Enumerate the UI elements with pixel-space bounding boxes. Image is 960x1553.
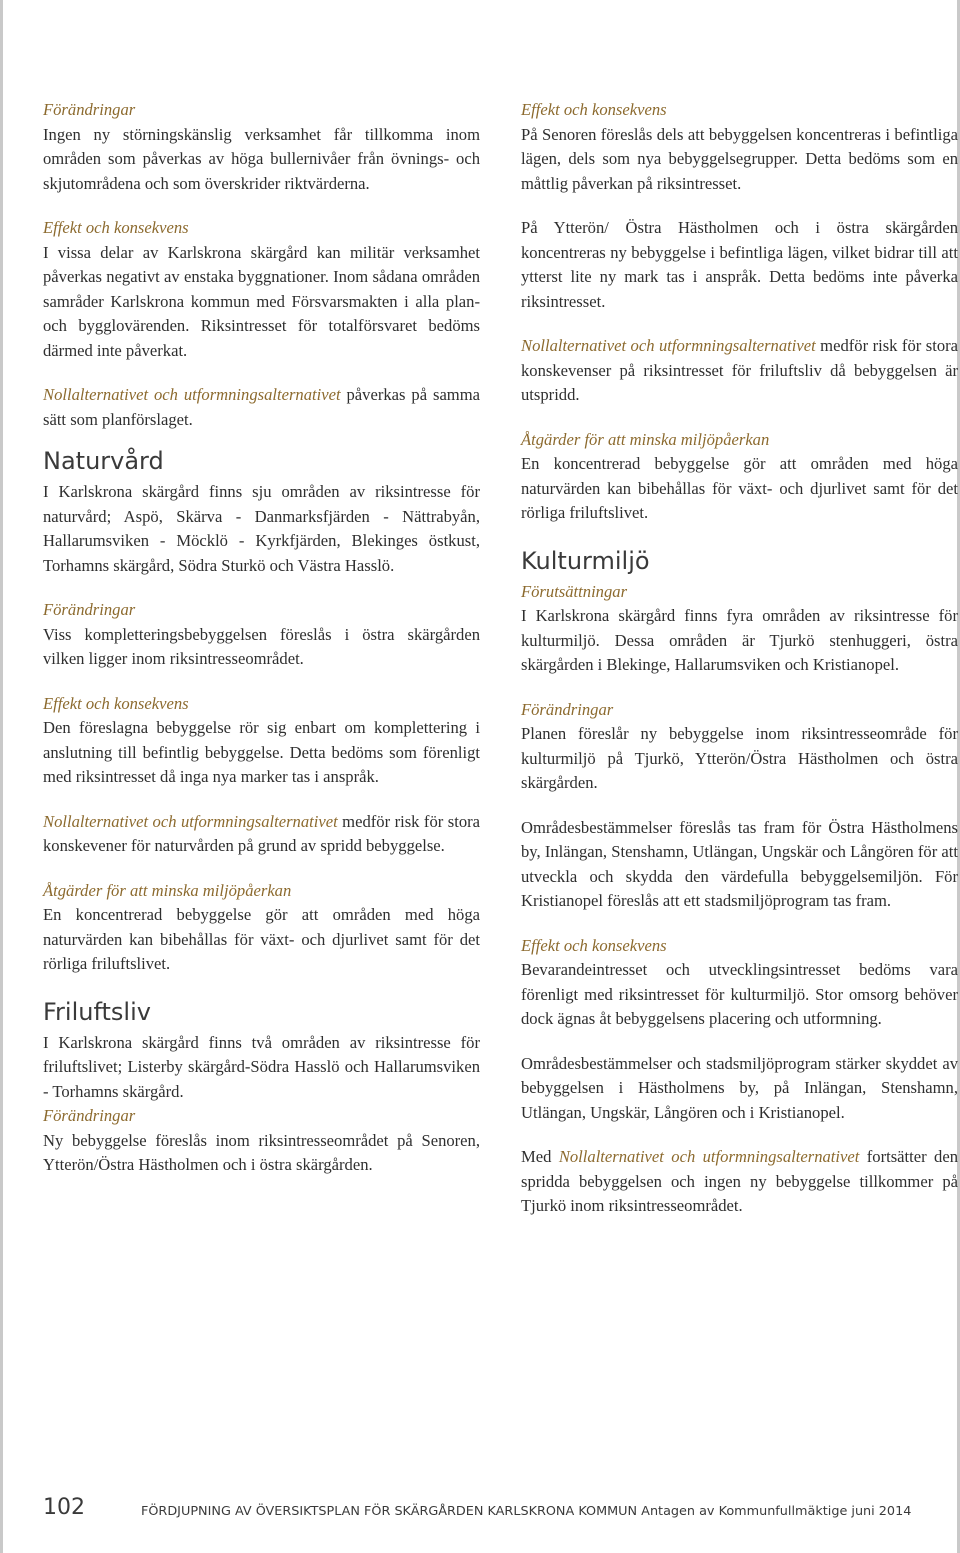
paragraph [521, 334, 958, 408]
paragraph: Områdesbestämmelser och stadsmiljöprogram stärker skyddet av bebyggelsen i Hästholmens by, på Inlängan, Stenshamn, Utlängan, Ungskär, Långören och i Kristianopel. [521, 1053, 958, 1122]
section-omradesbestammelser [521, 816, 958, 914]
subheading-atgarder: Åtgärder för att minska miljöpåerkan [43, 880, 292, 900]
subheading-effekt: Effekt och konsekvens [521, 100, 667, 119]
paragraph: På Senoren föreslås dels att bebyggelsen koncentreras i befintliga lägen, dels som nya bebyggelsegrupper. Detta bedöms som en måttlig påverkan på riksintresset. [521, 124, 958, 193]
paragraph: På Ytterön/ Östra Hästholmen och i östra skärgården koncentreras ny bebyggelse i befintliga lägen, vilket bidrar till att ytterst lite ny mark tas i anspråk. Detta bedöms inte påverka riksintresset. [521, 218, 958, 311]
subheading-forutsattningar: Förutsättningar [521, 581, 628, 601]
paragraph [43, 810, 480, 859]
section-atgarder-naturvard [43, 879, 480, 977]
inline-italic-term: Nollalternativet och utformningsalternativet [521, 336, 816, 355]
subheading-effekt: Effekt och konsekvens [43, 218, 189, 237]
paragraph: I Karlskrona skärgård finns sju områden av riksintresse för naturvård; Aspö, Skärva - Danmarksfjärden - Nättrabyån, Hallarumsviken - Möcklö - Kyrkfjärden, Blekinges östkust, Torhamns skärgård, Södra Sturkö och Västra Hasslö. [43, 482, 480, 575]
section-atgarder-friluftsliv [521, 428, 958, 526]
paragraph-text: medför risk för stora konskevenser på riksintresset för friluftsliv då bebyggelsen är utspridd. [521, 336, 959, 404]
subheading-effekt: Effekt och konsekvens [43, 693, 189, 713]
inline-italic-term: Nollalternativet och utformningsalternativet [558, 1147, 860, 1166]
paragraph: Den föreslagna bebyggelse rör sig enbart om komplettering i anslutning till befintlig bebyggelse. Detta bedöms som förenligt med riksintresset då inga nya marker tas i anspråk. [43, 718, 480, 786]
paragraph: I Karlskrona skärgård finns fyra områden av riksintresse för kulturmiljö. Dessa områden är Tjurkö stenhuggeri, östra skärgården i Blekinge, Hallarumsviken och Kristianopel. [521, 606, 958, 674]
section-nollalternativ-friluftsliv [521, 334, 958, 408]
subheading-forandringar: Förändringar [43, 100, 136, 119]
paragraph: En koncentrerad bebyggelse gör att områden med höga naturvärden kan bibehållas för växt- och djurlivet samt för det rörliga friluftslivet. [521, 454, 958, 522]
section-forandringar-friluftsliv [43, 1104, 480, 1178]
paragraph-text: fortsätter den spridda bebyggelsen och ingen ny bebyggelse tillkommer på Tjurkö inom riksintresseområdet. [521, 1147, 958, 1215]
paragraph: En koncentrerad bebyggelse gör att områden med höga naturvärden kan bibehållas för växt- och djurlivet samt för det rörliga friluftslivet. [43, 905, 480, 973]
section-naturvard-intro [43, 480, 480, 578]
paragraph: Ny bebyggelse föreslås inom riksintresseområdet på Senoren, Ytterön/Östra Hästholmen och i östra skärgården. [43, 1130, 480, 1174]
paragraph-text: medför risk för stora konskevener för naturvården på grund av spridd bebyggelse. [43, 811, 481, 855]
inline-italic-term: Nollalternativet och utformningsalternativet [43, 811, 338, 831]
paragraph: Viss kompletteringsbebyggelsen föreslås i östra skärgården vilken ligger inom riksintresseområdet. [43, 624, 480, 668]
section-effekt-senoren [521, 98, 958, 196]
section-ytteron [521, 216, 958, 314]
inline-italic-term: Nollalternativet och utformningsalternativet [43, 385, 341, 404]
section-forandringar-forsvar [43, 98, 480, 196]
subheading-forandringar: Förändringar [43, 600, 136, 619]
page-number: 102 [43, 1495, 85, 1520]
section-effekt-kulturmiljo [521, 934, 958, 1032]
section-nollalternativ-forsvar [43, 383, 480, 432]
section-stadsmiljoprogram [521, 1052, 958, 1126]
paragraph: Områdesbestämmelser föreslås tas fram för Östra Hästholmens by, Inlängan, Stenshamn, Utlängan, Ungskär och Långören för att utveckla och skydda den värdefulla bebyggelsemiljön. För Kristianopel föreslås att ett stadsmiljöprogram tas fram. [521, 817, 958, 910]
footer-text: FÖRDJUPNING AV ÖVERSIKTSPLAN FÖR SKÄRGÅRDEN KARLSKRONA KOMMUN Antagen av Kommunfullmäktige juni 2014 [141, 1504, 912, 1519]
subheading-effekt: Effekt och konsekvens [521, 935, 667, 955]
section-forandringar-kulturmiljo [521, 698, 958, 796]
section-forutsattningar-kulturmiljo [521, 580, 958, 678]
section-nollalternativ-kulturmiljo [521, 1145, 958, 1219]
section-nollalternativ-naturvard [43, 810, 480, 859]
right-column [521, 98, 958, 1239]
paragraph: I Karlskrona skärgård finns två områden av riksintresse för friluftslivet; Listerby skärgård-Södra Hasslö och Hallarumsviken - Torhamns skärgård. [43, 1032, 480, 1101]
paragraph: Ingen ny störningskänslig verksamhet får tillkomma inom områden som påverkas av höga bullernivåer från övnings- och skjutområdena och som överskrider riktvärderna. [43, 124, 480, 193]
paragraph: I vissa delar av Karlskrona skärgård kan militär verksamhet påverkas negativt av enstaka byggnationer. Inom sådana områden samråder Karlskrona kommun med Försvarsmakten i alla plan- och bygglovärenden. Riksintresset för totalförsvaret bedöms därmed inte påverkat. [43, 242, 480, 360]
paragraph [521, 1145, 958, 1219]
paragraph-prefix: Med [521, 1147, 559, 1166]
heading-friluftsliv: Friluftsliv [43, 997, 151, 1026]
paragraph [43, 383, 480, 432]
paragraph-text: påverkas på samma sätt som planförslaget. [43, 385, 480, 429]
heading-naturvard: Naturvård [43, 447, 164, 475]
subheading-atgarder: Åtgärder för att minska miljöpåerkan [521, 429, 770, 449]
subheading-forandringar: Förändringar [521, 699, 614, 719]
page-edge-left [0, 0, 3, 1553]
heading-kulturmiljo: Kulturmiljö [521, 546, 650, 575]
section-effekt-naturvard [43, 692, 480, 790]
paragraph: Bevarandeintresset och utvecklingsintresset bedöms vara förenligt med riksintresset för kulturmiljö. Stor omsorg behöver dock ägnas åt bebyggelsens placering och utformning. [521, 960, 958, 1028]
section-effekt-forsvar [43, 216, 480, 363]
section-forandringar-naturvard [43, 598, 480, 672]
subheading-forandringar: Förändringar [43, 1106, 136, 1125]
left-column [43, 98, 480, 1178]
section-friluftsliv-intro [43, 1031, 480, 1105]
paragraph: Planen föreslår ny bebyggelse inom riksintresseområde för kulturmiljö på Tjurkö, Ytterön/Östra Hästholmen och östra skärgården. [521, 724, 958, 792]
